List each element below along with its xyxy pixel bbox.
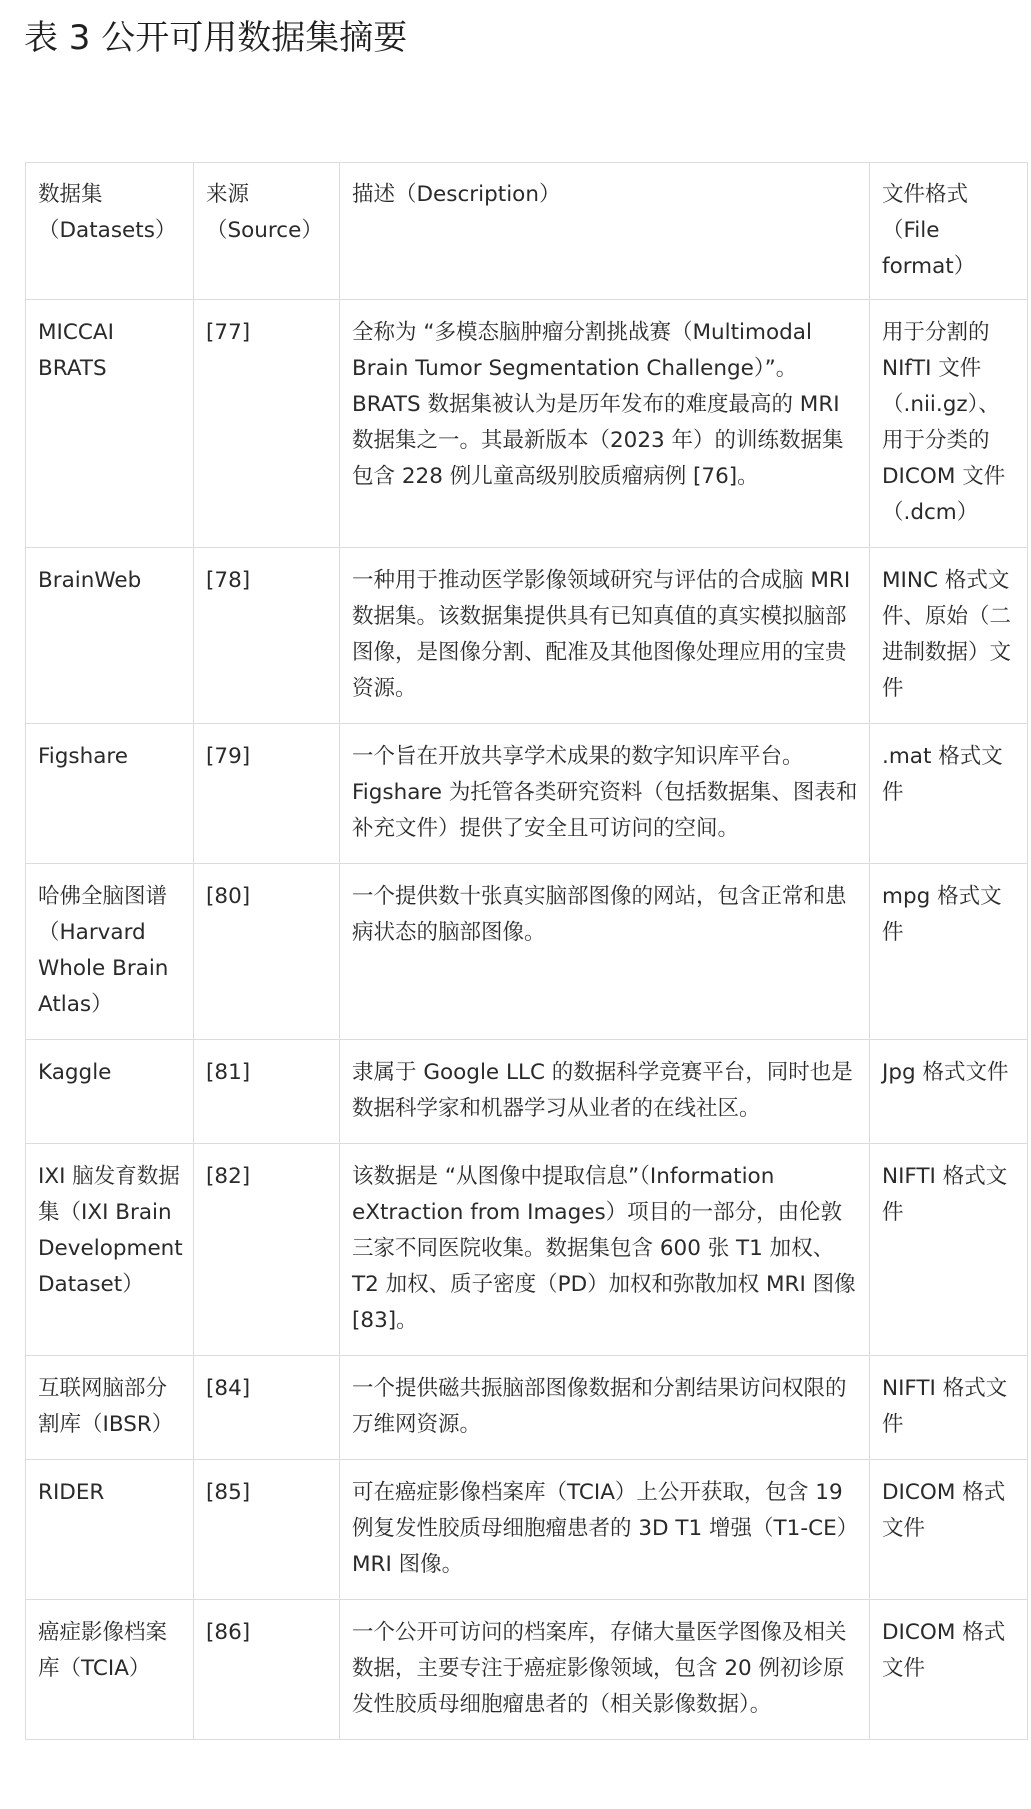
page-title: 表 3 公开可用数据集摘要 — [24, 18, 408, 58]
header-format: 文件格式（File format） — [870, 163, 1028, 300]
table-row — [26, 1144, 1028, 1356]
cell-format: Jpg 格式文件 — [870, 1040, 1028, 1144]
cell-description: 一个提供磁共振脑部图像数据和分割结果访问权限的万维网资源。 — [340, 1356, 870, 1460]
cell-dataset: 哈佛全脑图谱（Harvard Whole Brain Atlas） — [26, 864, 194, 1040]
cell-description: 该数据是 “从图像中提取信息”（Information eXtraction from Images）项目的一部分，由伦敦三家不同医院收集。数据集包含 600 张 T1 加权、T2 加权、质子密度（PD）加权和弥散加权 MRI 图像 [83]。 — [340, 1144, 870, 1356]
table-row — [26, 864, 1028, 1040]
cell-dataset: BrainWeb — [26, 548, 194, 724]
table-row — [26, 1600, 1028, 1740]
cell-description: 可在癌症影像档案库（TCIA）上公开获取，包含 19 例复发性胶质母细胞瘤患者的 3D T1 增强（T1-CE）MRI 图像。 — [340, 1460, 870, 1600]
cell-source: [78] — [194, 548, 340, 724]
cell-format: NIFTI 格式文件 — [870, 1356, 1028, 1460]
cell-source: [77] — [194, 300, 340, 548]
cell-description: 隶属于 Google LLC 的数据科学竞赛平台，同时也是数据科学家和机器学习从业者的在线社区。 — [340, 1040, 870, 1144]
table-row — [26, 1356, 1028, 1460]
cell-format: NIFTI 格式文件 — [870, 1144, 1028, 1356]
table-row — [26, 724, 1028, 864]
header-description: 描述（Description） — [340, 163, 870, 300]
cell-format: mpg 格式文件 — [870, 864, 1028, 1040]
cell-dataset: Figshare — [26, 724, 194, 864]
cell-description: 一种用于推动医学影像领域研究与评估的合成脑 MRI 数据集。该数据集提供具有已知真值的真实模拟脑部图像，是图像分割、配准及其他图像处理应用的宝贵资源。 — [340, 548, 870, 724]
cell-description: 全称为 “多模态脑肿瘤分割挑战赛（Multimodal Brain Tumor Segmentation Challenge）”。BRATS 数据集被认为是历年发布的难度最高的 MRI 数据集之一。其最新版本（2023 年）的训练数据集包含 228 例儿童高级别胶质瘤病例 [76]。 — [340, 300, 870, 548]
table-row — [26, 548, 1028, 724]
cell-source: [84] — [194, 1356, 340, 1460]
cell-dataset: IXI 脑发育数据集（IXI Brain Development Dataset） — [26, 1144, 194, 1356]
cell-source: [81] — [194, 1040, 340, 1144]
cell-format: MINC 格式文件、原始（二进制数据）文件 — [870, 548, 1028, 724]
cell-source: [79] — [194, 724, 340, 864]
cell-description: 一个提供数十张真实脑部图像的网站，包含正常和患病状态的脑部图像。 — [340, 864, 870, 1040]
cell-dataset: RIDER — [26, 1460, 194, 1600]
header-dataset: 数据集（Datasets） — [26, 163, 194, 300]
table-row — [26, 1040, 1028, 1144]
cell-dataset: MICCAI BRATS — [26, 300, 194, 548]
datasets-table — [25, 162, 1028, 1740]
cell-format: DICOM 格式文件 — [870, 1460, 1028, 1600]
header-source: 来源（Source） — [194, 163, 340, 300]
cell-format: .mat 格式文件 — [870, 724, 1028, 864]
cell-dataset: 互联网脑部分割库（IBSR） — [26, 1356, 194, 1460]
cell-dataset: Kaggle — [26, 1040, 194, 1144]
cell-source: [80] — [194, 864, 340, 1040]
table-row — [26, 300, 1028, 548]
cell-description: 一个旨在开放共享学术成果的数字知识库平台。Figshare 为托管各类研究资料（包括数据集、图表和补充文件）提供了安全且可访问的空间。 — [340, 724, 870, 864]
table-header-row — [26, 163, 1028, 300]
table-row — [26, 1460, 1028, 1600]
cell-source: [82] — [194, 1144, 340, 1356]
cell-format: DICOM 格式文件 — [870, 1600, 1028, 1740]
cell-dataset: 癌症影像档案库（TCIA） — [26, 1600, 194, 1740]
cell-format: 用于分割的 NIfTI 文件（.nii.gz）、用于分类的 DICOM 文件（.dcm） — [870, 300, 1028, 548]
cell-source: [85] — [194, 1460, 340, 1600]
cell-source: [86] — [194, 1600, 340, 1740]
cell-description: 一个公开可访问的档案库，存储大量医学图像及相关数据，主要专注于癌症影像领域，包含 20 例初诊原发性胶质母细胞瘤患者的（相关影像数据）。 — [340, 1600, 870, 1740]
